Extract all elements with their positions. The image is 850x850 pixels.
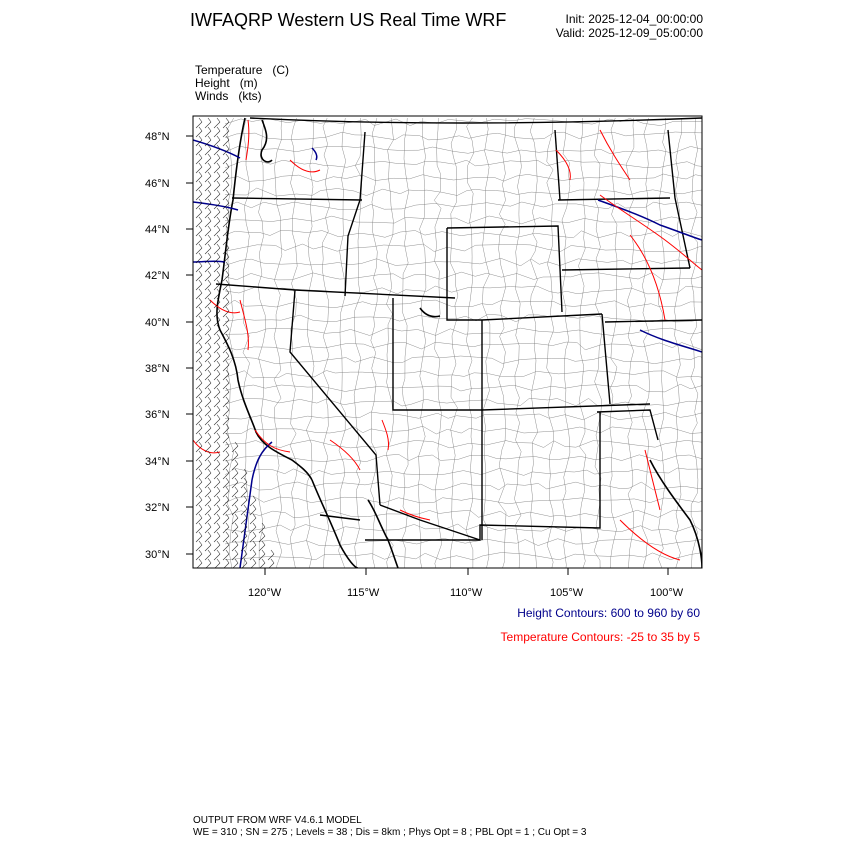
lon-label: 100°W (650, 587, 684, 599)
model-config: WE = 310 ; SN = 275 ; Levels = 38 ; Dis = 8km ; Phys Opt = 8 ; PBL Opt = 1 ; Cu Opt = 3 (193, 827, 587, 838)
lat-label: 40°N (145, 317, 170, 329)
temperature-legend: Temperature Contours: -25 to 35 by 5 (500, 630, 700, 644)
field-winds: Winds (kts) (195, 89, 262, 103)
valid-time: Valid: 2025-12-09_05:00:00 (555, 26, 703, 40)
lon-label: 105°W (550, 587, 584, 599)
init-time: Init: 2025-12-04_00:00:00 (565, 12, 703, 26)
lon-label: 115°W (347, 587, 380, 599)
county-boundaries (225, 118, 718, 585)
model-version: OUTPUT FROM WRF V4.6.1 MODEL (193, 815, 362, 826)
field-height: Height (m) (195, 76, 258, 90)
temperature-contours (193, 120, 702, 560)
lon-label: 120°W (248, 587, 282, 599)
height-legend: Height Contours: 600 to 960 by 60 (517, 606, 700, 620)
model-info (193, 815, 586, 839)
lat-label: 42°N (145, 270, 170, 282)
lat-label: 30°N (145, 549, 170, 561)
longitude-labels (248, 587, 684, 599)
lat-label: 48°N (145, 131, 170, 143)
coastline (217, 118, 702, 568)
height-contours (193, 140, 702, 568)
lat-label: 34°N (145, 456, 170, 468)
lat-label: 46°N (145, 178, 170, 190)
lat-label: 36°N (145, 409, 170, 421)
lat-label: 38°N (145, 363, 170, 375)
field-temperature: Temperature (C) (195, 63, 290, 77)
lat-label: 44°N (145, 224, 170, 236)
lon-label: 110°W (450, 587, 483, 599)
lat-label: 32°N (145, 502, 170, 514)
plot-title: IWFAQRP Western US Real Time WRF (190, 10, 507, 30)
latitude-labels (145, 131, 170, 561)
